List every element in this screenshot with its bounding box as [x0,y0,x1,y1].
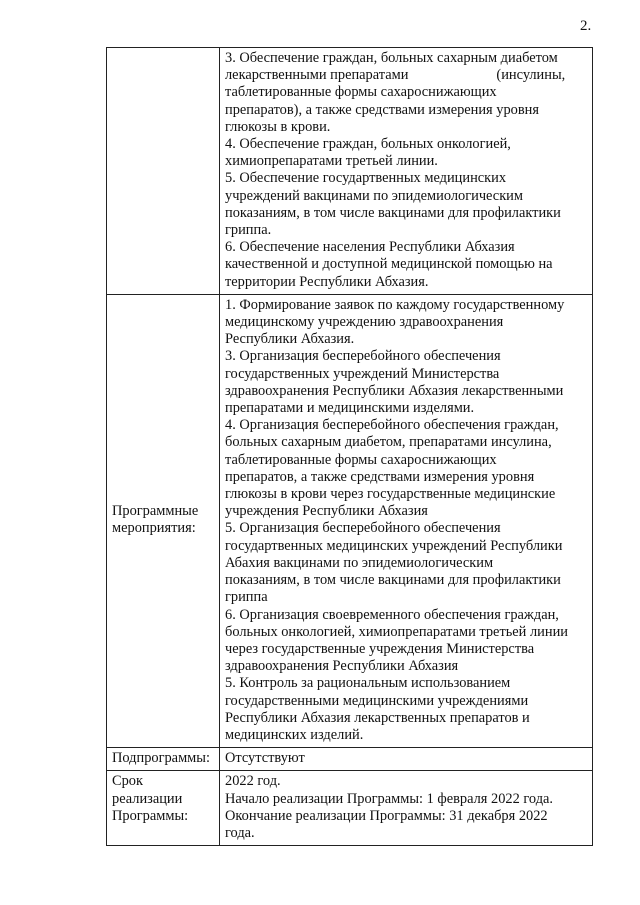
content-line: гриппа. [225,222,272,239]
content-line: 1. Формирование заявок по каждому государственному [225,296,565,313]
table-row [107,771,593,846]
content-line: глюкозы в крови. [225,118,331,135]
content-line: Республики Абхазия. [225,331,355,348]
content-line: глюкозы в крови через государственные медицинские [225,486,556,503]
content-line: препаратов), а также средствами измерения уровня [225,101,539,118]
row-label-line: Программы: [112,807,189,824]
content-line: препаратов, а также средствами измерения уровня [225,468,535,485]
content-line: здравоохранения Республики Абхазия [225,658,459,675]
row-label-line: Срок [112,773,143,790]
content-line: больных онкологией, химиопрепаратами третьей линии [225,623,568,640]
page-number: 2. [580,18,592,34]
content-line: 3. Обеспечение граждан, больных сахарным диабетом [225,50,558,66]
content-line: медицинских изделий. [225,726,364,743]
content-line: гриппа [225,589,268,606]
row-label-cell [107,48,220,295]
content-line: 6. Обеспечение населения Республики Абхазия [225,239,515,256]
table-row [107,48,593,295]
table-row [107,294,593,747]
content-line: показаниям, в том числе вакцинами для профилактики [225,572,561,589]
content-line: здравоохранения Республики Абхазия лекарственными [225,382,564,399]
content-line: медицинскому учреждению здравоохранения [225,314,504,331]
content-line: учреждения Республики Абхазия [225,503,428,520]
row-label-cell [107,748,220,771]
row-content-cell [220,748,593,771]
content-line: Абахия вакцинами по эпидемиологическим [225,554,494,571]
content-line: Республики Абхазия лекарственных препаратов и [225,709,530,726]
row-content-cell [220,771,593,846]
content-line: через государственные учреждения Министерства [225,640,535,657]
content-line [225,67,588,84]
content-line: 3. Организация бесперебойного обеспечения [225,348,501,365]
row-label-line: мероприятия: [112,520,196,537]
content-line-part: (инсулины, [496,67,566,84]
content-line: государственных учреждений Министерства [225,365,500,382]
row-content-cell [220,48,593,295]
content-line: таблетированные формы сахароснижающих [225,451,497,468]
content-line: Отсутствуют [225,750,305,767]
content-line: 5. Контроль за рациональным использованием [225,675,511,692]
content-line: года. [225,824,255,841]
content-line: Окончание реализации Программы: 31 декабря 2022 [225,807,548,824]
content-line: таблетированные формы сахароснижающих [225,84,497,101]
row-label-line: реализации [112,790,183,807]
content-line: 5. Обеспечение государтвенных медицинских [225,170,507,187]
table-row [107,748,593,771]
content-line: 6. Организация своевременного обеспечения граждан, [225,606,559,623]
content-line: государтвенных медицинских учреждений Республики [225,537,563,554]
content-line-part: лекарственными препаратами [225,67,409,84]
content-line: Начало реализации Программы: 1 февраля 2022 года. [225,790,554,807]
row-label-line: Подпрограммы: [112,750,210,767]
content-line: 4. Обеспечение граждан, больных онкологией, [225,136,511,153]
row-label-cell [107,771,220,846]
content-line: качественной и доступной медицинской помощью на [225,256,553,273]
content-line: 5. Организация бесперебойного обеспечения [225,520,501,537]
content-line: учреждений вакцинами по эпидемиологическим [225,187,523,204]
content-line: препаратами и медицинскими изделями. [225,400,475,417]
row-content-cell [220,294,593,747]
content-line: государственными медицинскими учреждениями [225,692,529,709]
content-line: химиопрепаратами третьей линии. [225,153,438,170]
content-line: территории Республики Абхазия. [225,273,429,290]
content-line: показаниям, в том числе вакцинами для профилактики [225,204,561,221]
row-label-line: Программные [112,503,199,520]
content-line: 4. Организация бесперебойного обеспечения граждан, [225,417,559,434]
row-label-cell [107,294,220,747]
content-line: больных сахарным диабетом, препаратами инсулина, [225,434,552,451]
content-line: 2022 год. [225,773,281,790]
program-passport-table [106,47,593,846]
